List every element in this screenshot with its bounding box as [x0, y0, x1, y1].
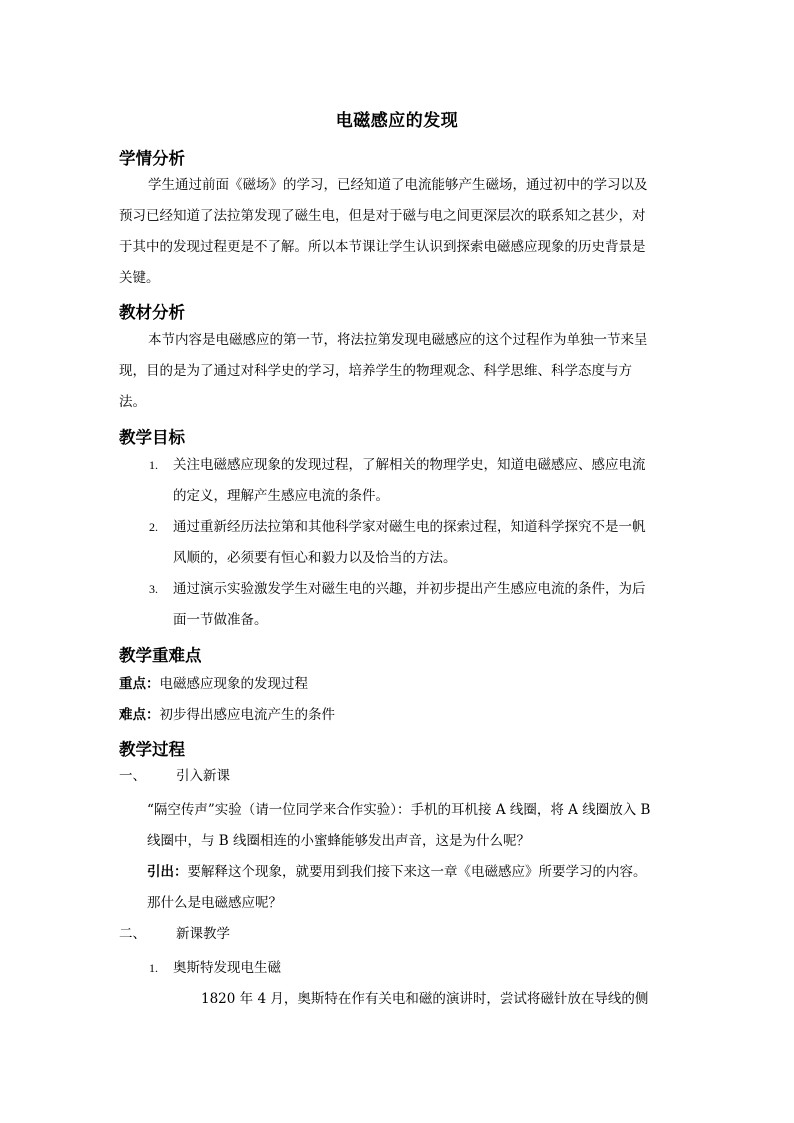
- paragraph-line: 那什么是电磁感应呢？: [147, 895, 282, 911]
- list-item-number: 2.: [149, 520, 158, 534]
- list-item-line: 面一节做准备。: [173, 612, 268, 628]
- document-title: 电磁感应的发现: [335, 111, 459, 131]
- paragraph-line: 本节内容是电磁感应的第一节，将法拉第发现电磁感应的这个过程作为单独一节来呈: [148, 332, 648, 348]
- paragraph-line: 现，目的是为了通过对科学史的学习，培养学生的物理观念、科学思维、科学态度与方: [119, 363, 632, 379]
- difficult-point-line: [119, 700, 335, 731]
- key-point-line: [119, 669, 308, 700]
- paragraph-line: 关键。: [119, 270, 160, 286]
- key-point-text: 电磁感应现象的发现过程: [159, 676, 308, 692]
- section-heading-teaching-goals: 教学目标: [119, 428, 185, 447]
- list-item-line: 的定义，理解产生感应电流的条件。: [173, 488, 389, 504]
- lead-line: [147, 857, 647, 888]
- paragraph-line: 学生通过前面《磁场》的学习，已经知道了电流能够产生磁场，通过初中的学习以及: [148, 177, 648, 193]
- paragraph-line: 1820 年 4 月，奥斯特在作有关电和磁的演讲时，尝试将磁针放在导线的侧: [201, 991, 649, 1007]
- section-heading-teaching-process: 教学过程: [119, 740, 185, 759]
- part-number: 二、: [119, 926, 146, 942]
- difficult-point-text: 初步得出感应电流产生的条件: [159, 707, 335, 723]
- list-item-number: 1.: [149, 458, 158, 472]
- list-item-line: 关注电磁感应现象的发现过程，了解相关的物理学史，知道电磁感应、感应电流: [173, 457, 646, 473]
- paragraph-line: 线圈中，与 B 线圈相连的小蜜蜂能够发出声音，这是为什么呢？: [147, 833, 531, 849]
- subsection-title: 奥斯特发现电生磁: [173, 960, 281, 976]
- lead-label: 引出：: [147, 864, 188, 880]
- part-title: 新课教学: [176, 926, 230, 942]
- paragraph-line: 预习已经知道了法拉第发现了磁生电，但是对于磁与电之间更深层次的联系知之甚少，对: [119, 208, 646, 224]
- lead-text: 要解释这个现象，就要用到我们接下来这一章《电磁感应》所要学习的内容。: [187, 864, 647, 880]
- key-point-label: 重点：: [119, 676, 160, 692]
- paragraph-line: 法。: [119, 394, 146, 410]
- list-item-number: 1.: [149, 961, 158, 975]
- paragraph-line: 于其中的发现过程更是不了解。所以本节课让学生认识到探索电磁感应现象的历史背景是: [119, 239, 646, 255]
- list-item-line: 通过演示实验激发学生对磁生电的兴趣，并初步提出产生感应电流的条件，为后: [173, 581, 646, 597]
- list-item-number: 3.: [149, 582, 158, 596]
- section-heading-textbook-analysis: 教材分析: [119, 303, 185, 322]
- part-title: 引入新课: [176, 768, 230, 784]
- difficult-point-label: 难点：: [119, 707, 160, 723]
- paragraph-line: “隔空传声”实验（请一位同学来合作实验）：手机的耳机接 A 线圈，将 A 线圈放入 B: [147, 802, 651, 818]
- section-heading-key-points: 教学重难点: [119, 646, 202, 665]
- list-item-line: 通过重新经历法拉第和其他科学家对磁生电的探索过程，知道科学探究不是一帆: [173, 519, 646, 535]
- part-number: 一、: [119, 768, 146, 784]
- section-heading-student-analysis: 学情分析: [119, 149, 185, 168]
- list-item-line: 风顺的，必须要有恒心和毅力以及恰当的方法。: [173, 550, 457, 566]
